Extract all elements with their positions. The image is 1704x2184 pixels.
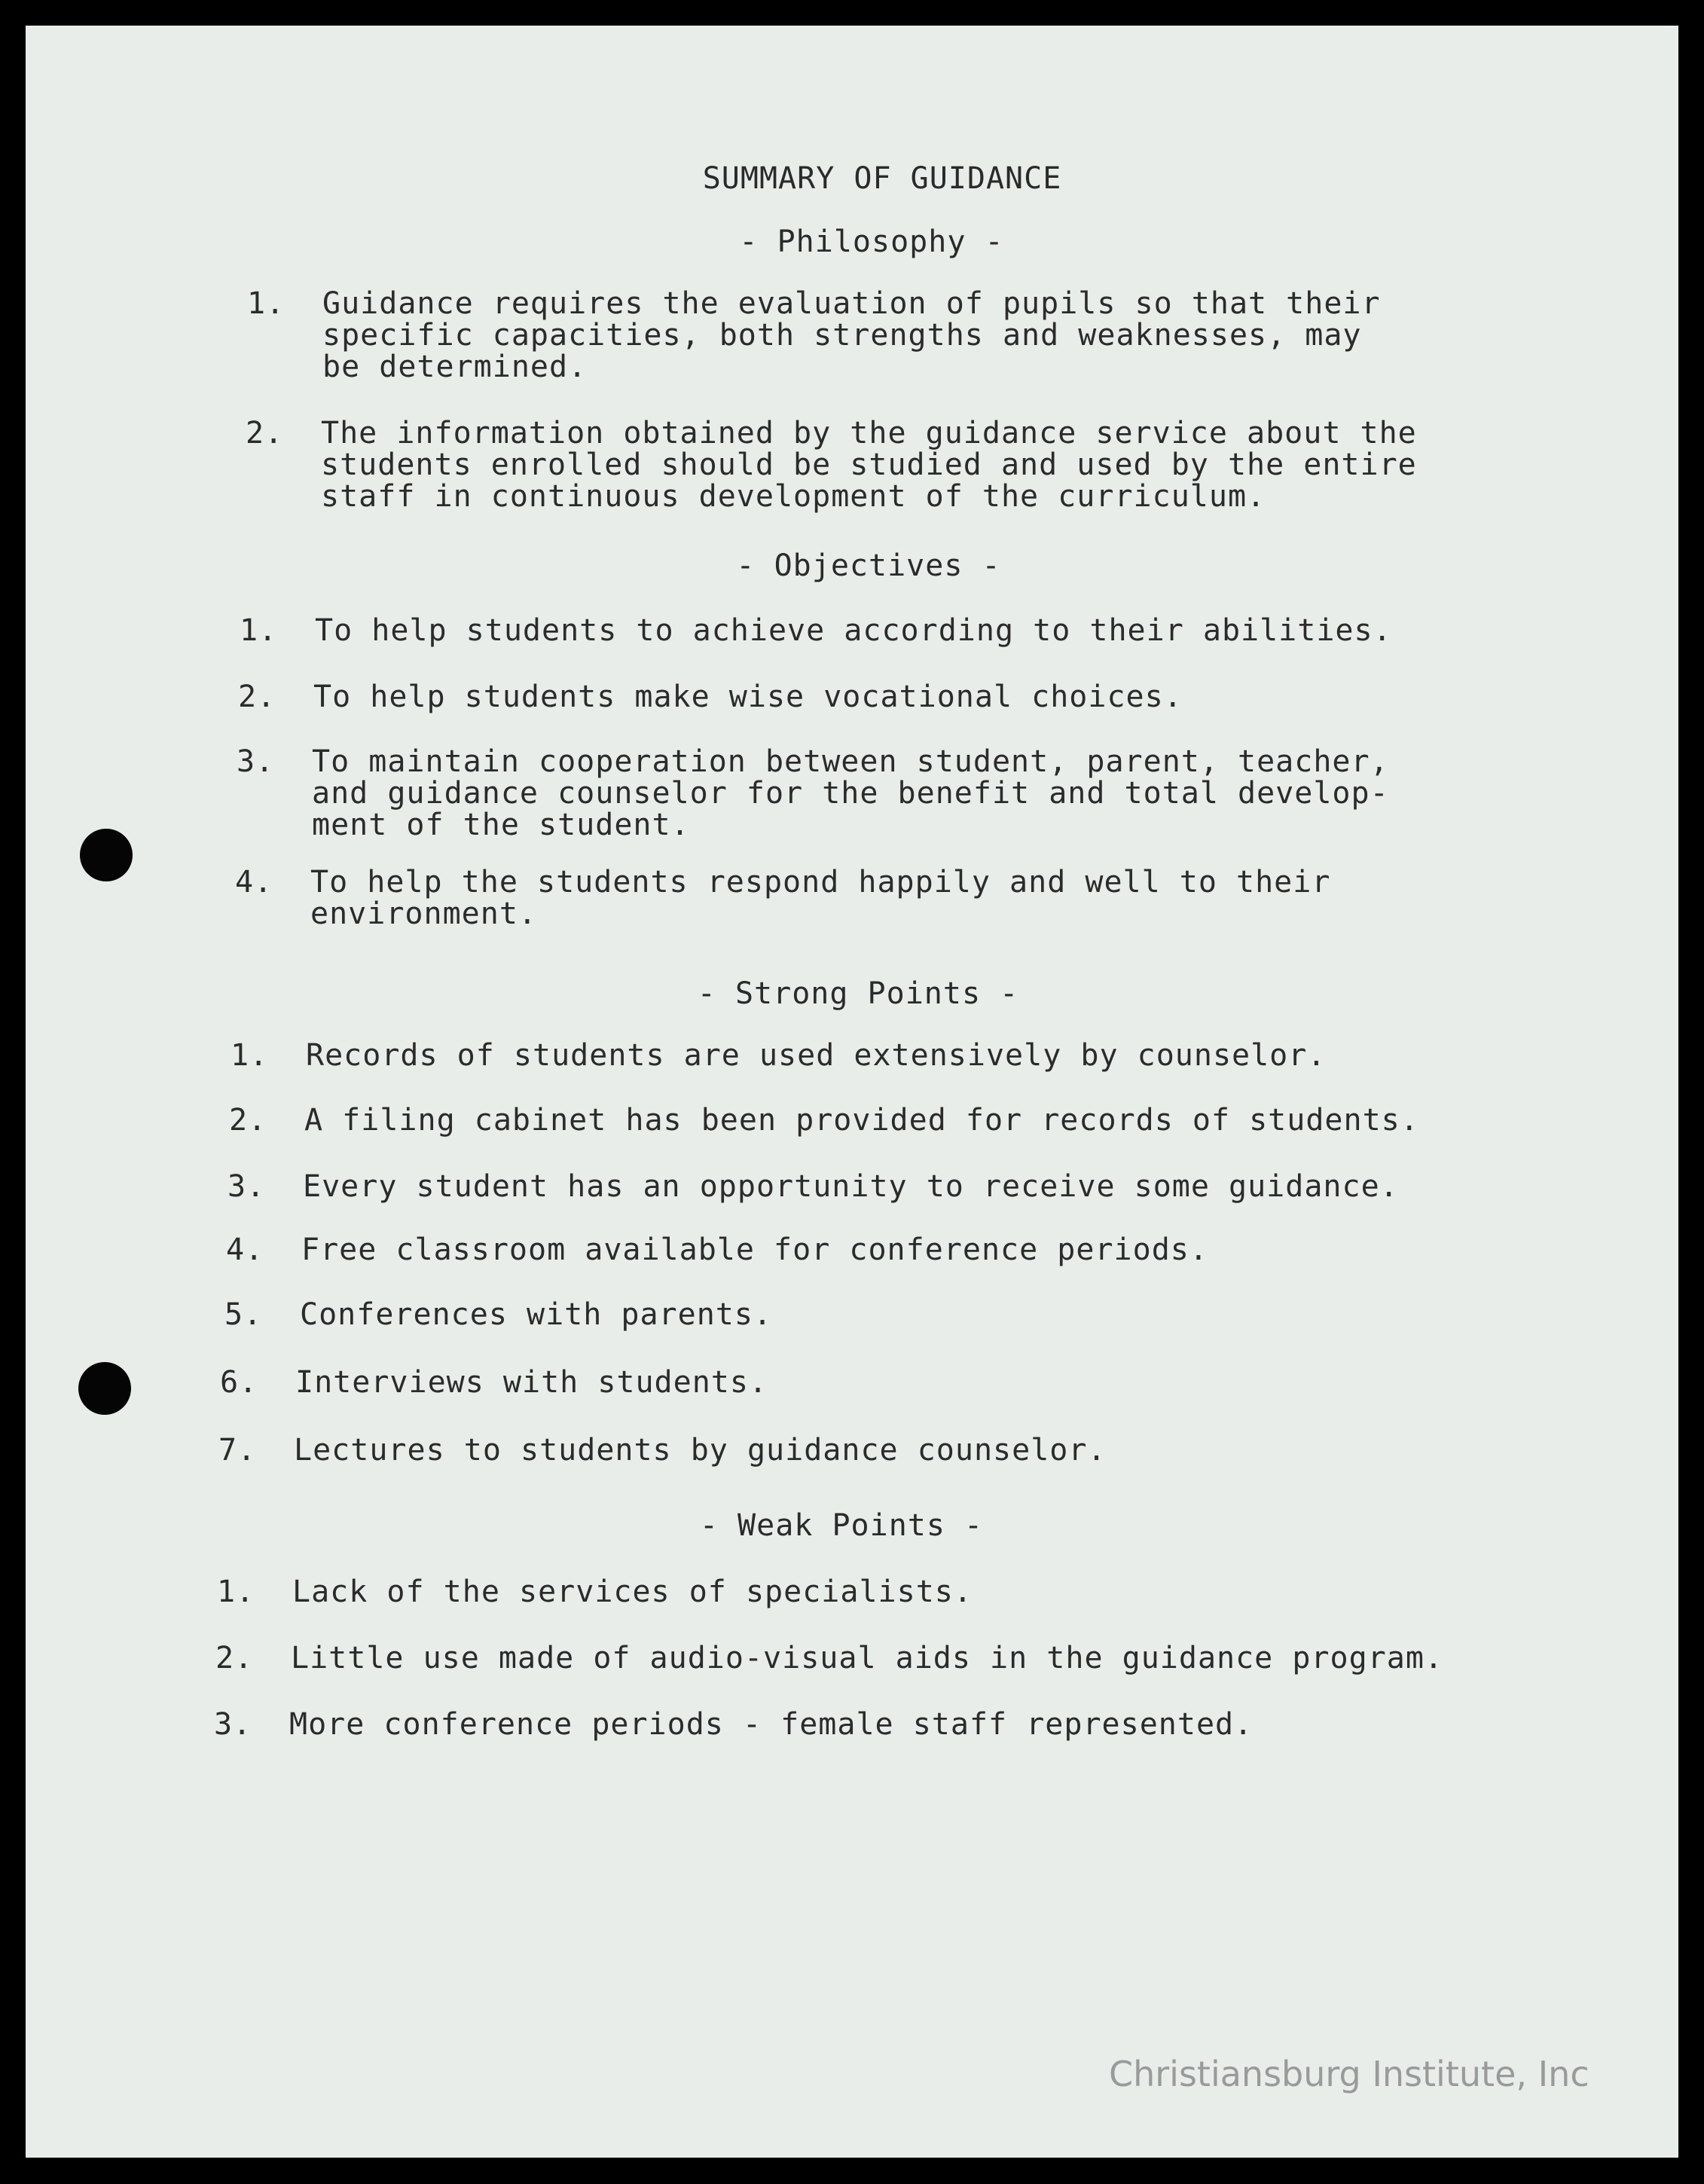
item-number: 1.: [231, 1038, 269, 1073]
section-heading-strong-points: - Strong Points -: [697, 976, 1019, 1011]
item-number: 2.: [238, 680, 276, 714]
item-number: 2.: [215, 1641, 254, 1675]
page-title: SUMMARY OF GUIDANCE: [702, 161, 1062, 196]
item-text: Little use made of audio-visual aids in the guidance program.: [291, 1641, 1444, 1675]
item-number: 7.: [218, 1433, 257, 1468]
item-number: 2.: [229, 1103, 267, 1138]
document-page: [26, 26, 1678, 2158]
item-number: 2.: [246, 416, 284, 451]
item-text: Lack of the services of specialists.: [292, 1575, 973, 1609]
item-number: 5.: [224, 1297, 263, 1332]
punch-hole: [80, 829, 133, 881]
item-text: The information obtained by the guidance service about the students enrolled should be studied and used by the entire staff in continuous development of the curriculum.: [321, 416, 1417, 514]
section-heading-philosophy: - Philosophy -: [739, 225, 1004, 259]
section-heading-objectives: - Objectives -: [736, 548, 1001, 583]
item-text: A filing cabinet has been provided for records of students.: [304, 1103, 1419, 1138]
section-heading-weak-points: - Weak Points -: [699, 1508, 984, 1543]
item-number: 3.: [228, 1169, 266, 1204]
item-text: Free classroom available for conference periods.: [301, 1233, 1208, 1267]
punch-hole: [78, 1362, 131, 1415]
watermark-text: Christiansburg Institute, Inc: [1109, 2054, 1589, 2094]
item-number: 1.: [240, 613, 278, 648]
item-number: 4.: [226, 1233, 264, 1267]
item-number: 3.: [237, 744, 275, 779]
item-text: Conferences with parents.: [300, 1297, 773, 1332]
item-number: 3.: [214, 1707, 252, 1742]
item-number: 6.: [220, 1365, 258, 1400]
item-text: To help students make wise vocational choices.: [313, 680, 1183, 714]
item-number: 1.: [217, 1575, 255, 1609]
item-text: Interviews with students.: [295, 1365, 768, 1400]
item-number: 1.: [247, 286, 286, 321]
item-text: To help the students respond happily and well to their environment.: [310, 865, 1331, 931]
item-text: Guidance requires the evaluation of pupils so that their specific capacities, both strengths and weaknesses, may be determined.: [322, 286, 1381, 384]
item-text: Lectures to students by guidance counselor.: [294, 1433, 1107, 1468]
item-text: To maintain cooperation between student, parent, teacher, and guidance counselor for the benefit and total develop- ment of the student.: [312, 744, 1389, 842]
item-text: Every student has an opportunity to receive some guidance.: [303, 1169, 1399, 1204]
item-number: 4.: [235, 865, 273, 900]
item-text: Records of students are used extensively by counselor.: [306, 1038, 1327, 1073]
item-text: More conference periods - female staff represented.: [289, 1707, 1254, 1742]
item-text: To help students to achieve according to their abilities.: [315, 613, 1392, 648]
